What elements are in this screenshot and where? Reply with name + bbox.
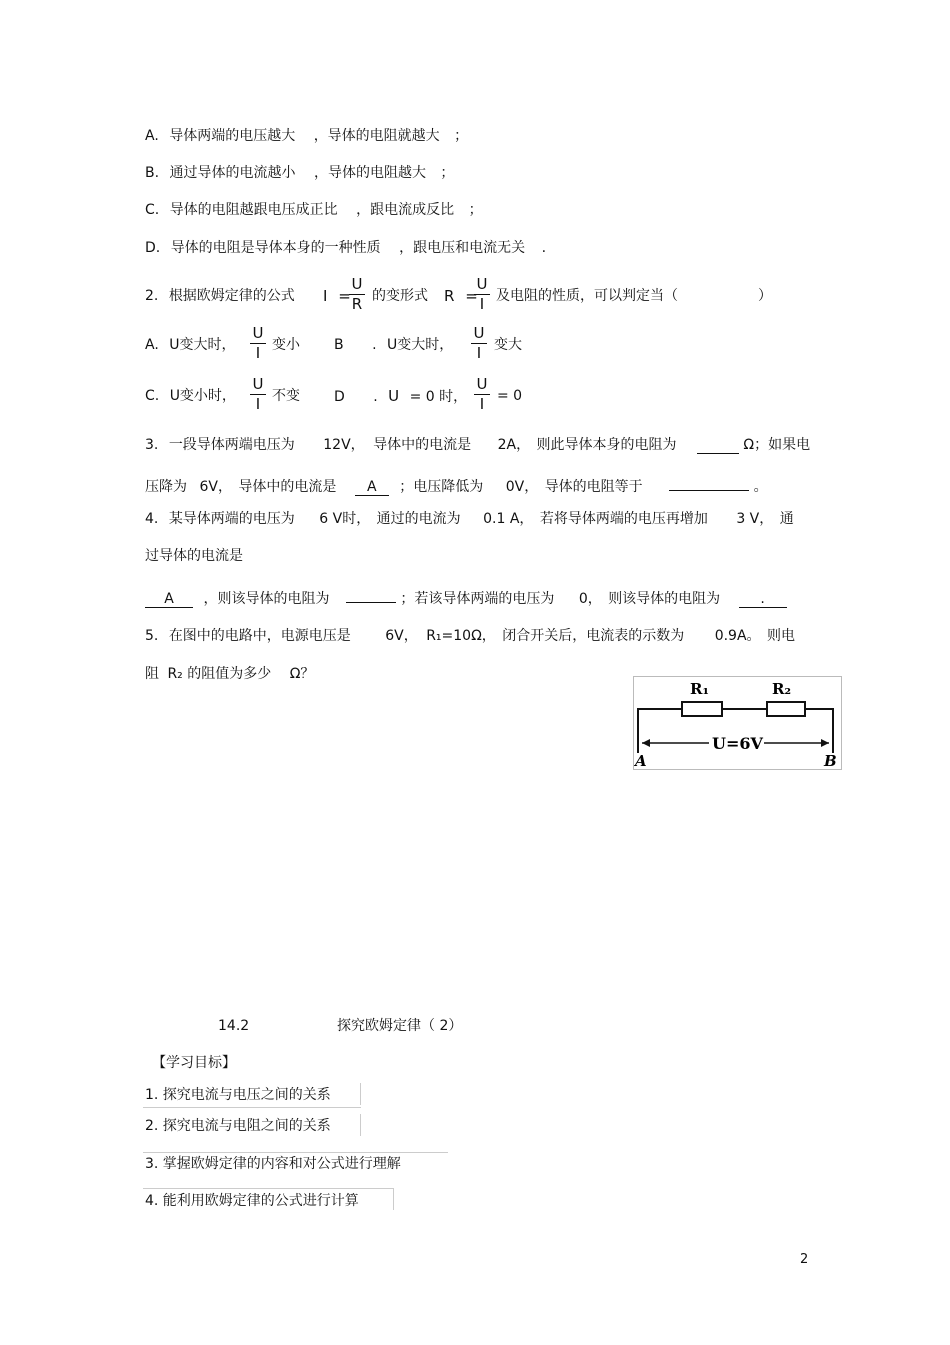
- question-text: 根据欧姆定律的公式: [168, 288, 295, 304]
- option-text: ；: [468, 202, 483, 218]
- option-label: D.: [145, 240, 161, 256]
- numerator: U: [476, 275, 488, 293]
- question-text: Ω；如果电: [743, 437, 811, 453]
- value-text: 6V，: [199, 479, 232, 495]
- option-text: ，导体的电阻就越大: [313, 128, 440, 144]
- value-text: R₁=10Ω，: [426, 628, 496, 644]
- q2-stem2: 的变形式: [372, 288, 428, 304]
- question-text: ，则该导体的电阻为: [203, 591, 330, 607]
- value-text: 12V，: [323, 437, 365, 453]
- option-text: ，导体的电阻越大: [313, 165, 426, 181]
- question-text: 通过的电流为: [376, 511, 461, 527]
- q5-line2: [145, 665, 314, 683]
- question-text: 阻: [145, 666, 159, 682]
- option-text: ；: [440, 165, 455, 181]
- arrowhead-left: [642, 739, 650, 747]
- resistor-r2: [767, 702, 805, 716]
- numerator: U: [252, 375, 264, 393]
- q4-line2: 过导体的电流是: [145, 548, 243, 564]
- q2-option-d-tail: = 0: [497, 388, 523, 404]
- table-border: [393, 1188, 394, 1210]
- page-number: 2: [800, 1252, 809, 1267]
- q2-option-b-tail: 变大: [494, 337, 522, 353]
- answer-blank[interactable]: [346, 585, 396, 603]
- value-text: 6V，: [385, 628, 418, 644]
- question-text: 。: [753, 479, 768, 495]
- denominator: I: [479, 395, 485, 413]
- q2-option-a-tail: 变小: [272, 337, 300, 353]
- q1-option-b: [145, 164, 454, 182]
- value-text: 6 V时，: [319, 511, 371, 527]
- numerator: U: [351, 275, 363, 293]
- fraction-u-over-i: [471, 325, 487, 362]
- question-text: 则此导体本身的电阻为: [536, 437, 677, 453]
- denominator: R: [351, 295, 363, 313]
- q2-stem3: 及电阻的性质，可以判定当（: [496, 288, 678, 304]
- answer-blank[interactable]: [669, 473, 749, 491]
- question-text: 则该导体的电阻为: [608, 591, 721, 607]
- table-border: [143, 1107, 361, 1108]
- question-text: 某导体两端的电压为: [168, 511, 295, 527]
- option-text: 通过导体的电流越小: [169, 165, 296, 181]
- question-number: 5.: [145, 628, 159, 644]
- option-dot: .: [372, 337, 377, 353]
- label-a: A: [635, 752, 647, 769]
- option-label: B: [334, 337, 344, 353]
- numerator: U: [252, 324, 264, 342]
- label-r2: R₂: [772, 680, 792, 698]
- denominator: I: [479, 295, 485, 313]
- question-text: 在图中的电路中，电源电压是: [168, 628, 351, 644]
- objective-item: 2. 探究电流与电阻之间的关系: [145, 1118, 331, 1134]
- question-text: 的阻值为多少: [187, 666, 272, 682]
- q1-option-a: [145, 127, 468, 145]
- q2-stem: [145, 287, 295, 305]
- option-text: ，跟电流成反比: [356, 202, 455, 218]
- question-number: 4.: [145, 511, 159, 527]
- section-number: 14.2: [218, 1018, 250, 1034]
- label-r1: R₁: [690, 680, 710, 698]
- resistor-r1: [682, 702, 722, 716]
- formula-r: [444, 287, 478, 305]
- objectives-header: 【学习目标】: [152, 1055, 236, 1071]
- option-text: U变大时，: [169, 337, 236, 353]
- value-text: 2A，: [497, 437, 531, 453]
- q2-option-c-tail: 不变: [272, 388, 300, 404]
- denominator: I: [255, 344, 261, 362]
- question-text: 通: [779, 511, 794, 527]
- answer-blank[interactable]: [697, 436, 739, 454]
- question-number: 3.: [145, 437, 159, 453]
- table-border: [360, 1114, 361, 1136]
- equals-sign: =: [338, 287, 351, 305]
- question-text: 导体中的电流是: [238, 479, 337, 495]
- question-text: 则电: [767, 628, 795, 644]
- option-text: U变小时，: [169, 388, 236, 404]
- table-border: [143, 1152, 448, 1153]
- answer-blank[interactable]: A: [145, 590, 193, 608]
- option-label: A.: [145, 128, 159, 144]
- symbol-r: R: [444, 287, 455, 305]
- question-text: 若将导体两端的电压再增加: [539, 511, 708, 527]
- question-text: 压降为: [145, 479, 187, 495]
- q4-line1: [145, 510, 794, 528]
- value-text: 0.1 A，: [483, 511, 534, 527]
- table-border: [143, 1188, 394, 1189]
- circuit-svg: [634, 677, 841, 769]
- value-text: R₂: [167, 666, 183, 682]
- option-label: D: [334, 389, 345, 405]
- denominator: I: [255, 395, 261, 413]
- option-text: U: [388, 387, 400, 405]
- option-text: .: [541, 240, 547, 256]
- question-text: ；若该导体两端的电压为: [400, 591, 555, 607]
- option-text: 导体的电阻越跟电压成正比: [169, 202, 338, 218]
- formula-i: [323, 287, 351, 305]
- question-text: 闭合开关后，电流表的示数为: [502, 628, 685, 644]
- fraction-u-over-i: [250, 376, 266, 413]
- option-label: B.: [145, 165, 160, 181]
- question-text: 导体的电阻等于: [544, 479, 643, 495]
- q1-option-d: [145, 239, 546, 257]
- q1-option-c: [145, 201, 483, 219]
- question-text: 导体中的电流是: [373, 437, 472, 453]
- q2-option-c: [145, 387, 236, 405]
- option-text: 导体两端的电压越大: [169, 128, 296, 144]
- value-text: 0V，: [505, 479, 539, 495]
- value-text: 0.9A。: [714, 628, 761, 644]
- symbol-i: I: [323, 287, 328, 305]
- q2-close-paren: ）: [758, 288, 772, 304]
- option-text: ，跟电压和电流无关: [399, 240, 526, 256]
- label-b: B: [824, 752, 837, 769]
- question-text: ；电压降低为: [399, 479, 484, 495]
- value-text: 0，: [578, 591, 602, 607]
- question-text: Ω？: [289, 666, 315, 682]
- fraction-u-over-r: [349, 276, 365, 313]
- option-dot: .: [373, 389, 378, 405]
- table-border: [360, 1083, 361, 1105]
- option-text: ；: [454, 128, 469, 144]
- q2-option-a: [145, 336, 235, 354]
- numerator: U: [473, 324, 485, 342]
- fraction-u-over-i: [474, 276, 490, 313]
- q4-line3: [145, 585, 787, 608]
- value-text: 3 V，: [736, 511, 774, 527]
- q2-option-b: [334, 336, 453, 354]
- section-title: 探究欧姆定律（ 2）: [337, 1018, 463, 1034]
- fraction-u-over-i: [250, 325, 266, 362]
- denominator: I: [476, 344, 482, 362]
- objective-item: 4. 能利用欧姆定律的公式进行计算: [145, 1193, 359, 1209]
- q3-line2: [145, 473, 768, 496]
- q3-line1: [145, 436, 810, 454]
- q2-option-d: [334, 387, 467, 406]
- option-label: A.: [145, 337, 159, 353]
- option-label: C.: [145, 388, 160, 404]
- numerator: U: [476, 375, 488, 393]
- objective-item: 3. 掌握欧姆定律的内容和对公式进行理解: [145, 1156, 401, 1172]
- q5-line1: [145, 627, 795, 645]
- option-text: = 0 时，: [409, 389, 468, 405]
- label-voltage: U=6V: [712, 734, 763, 753]
- arrowhead-right: [821, 739, 829, 747]
- question-number: 2.: [145, 288, 159, 304]
- option-label: C.: [145, 202, 160, 218]
- option-text: 导体的电阻是导体本身的一种性质: [170, 240, 381, 256]
- question-text: 一段导体两端电压为: [168, 437, 295, 453]
- circuit-diagram: [633, 676, 842, 770]
- equals-sign: =: [465, 287, 478, 305]
- answer-blank[interactable]: .: [739, 590, 787, 608]
- option-text: U变大时，: [386, 337, 454, 353]
- fraction-u-over-i: [474, 376, 490, 413]
- answer-blank[interactable]: A: [355, 478, 389, 496]
- objective-item: 1. 探究电流与电压之间的关系: [145, 1087, 331, 1103]
